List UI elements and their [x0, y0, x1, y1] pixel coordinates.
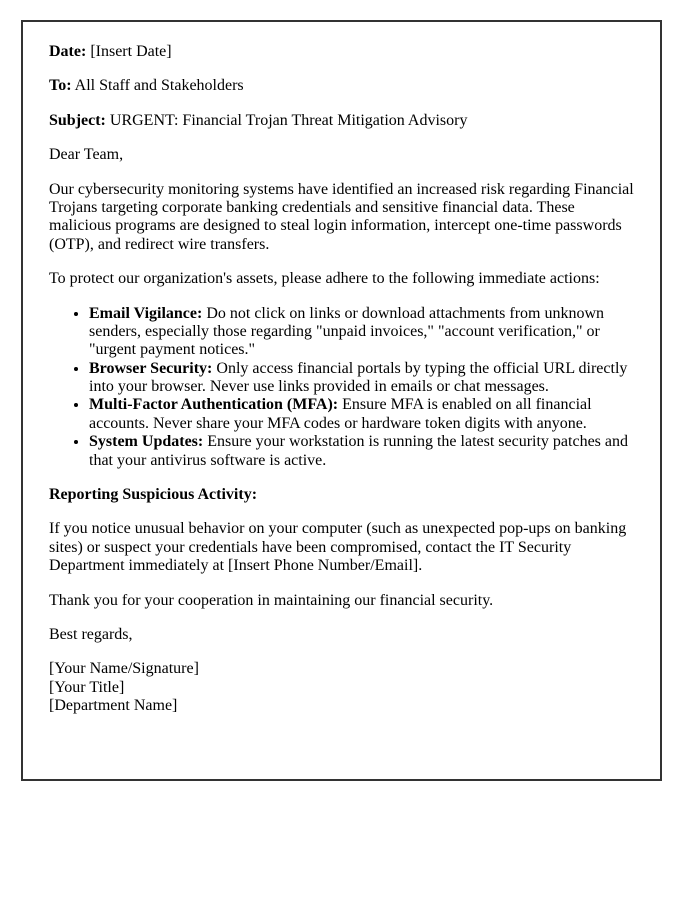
letter-document: [21, 20, 662, 781]
intro-paragraph: Our cybersecurity monitoring systems have identified an increased risk regarding Financial Trojans targeting corporate banking credentials and sensitive financial data. These malicious programs are designed to steal login information, intercept one-time passwords (OTP), and redirect wire transfers.: [49, 180, 634, 253]
to-line: [49, 77, 634, 95]
to-label: To:: [49, 77, 72, 95]
action-text: Do not click on links or download attachments from unknown senders, especially those regarding "unpaid invoices," "account verification," or "urgent payment notices.": [89, 304, 605, 359]
action-list: [49, 305, 634, 471]
reporting-paragraph: If you notice unusual behavior on your computer (such as unexpected pop-ups on banking sites) or suspect your credentials have been compromised, contact the IT Security Department immediately at [Insert Phone Number/Email].: [49, 520, 627, 575]
action-title: Email Vigilance:: [89, 304, 203, 322]
action-text: Only access financial portals by typing the official URL directly into your browser. Never use links provided in emails or chat messages.: [89, 359, 628, 396]
action-item-browser-security: [89, 360, 634, 397]
date-value: [Insert Date]: [86, 43, 172, 60]
salutation: Dear Team,: [49, 146, 124, 164]
action-item-mfa: [89, 396, 634, 433]
thanks-paragraph: Thank you for your cooperation in maintaining our financial security.: [49, 591, 494, 609]
signature-title: [Your Title]: [49, 678, 125, 696]
subject-line: [49, 112, 634, 130]
action-title: System Updates:: [89, 433, 204, 451]
signature-name: [Your Name/Signature]: [49, 660, 199, 678]
subject-value: URGENT: Financial Trojan Threat Mitigation Advisory: [105, 111, 468, 129]
date-line: [49, 43, 634, 61]
date-label: Date:: [49, 43, 87, 60]
reporting-heading: Reporting Suspicious Activity:: [49, 486, 258, 504]
action-title: Browser Security:: [89, 359, 213, 377]
action-text: Ensure MFA is enabled on all financial accounts. Never share your MFA codes or hardware token digits with anyone.: [89, 396, 592, 432]
actions-intro: To protect our organization's assets, please adhere to the following immediate actions:: [49, 270, 600, 288]
action-text: Ensure your workstation is running the latest security patches and that your antivirus software is active.: [89, 433, 629, 469]
action-item-email-vigilance: [89, 305, 634, 360]
subject-label: Subject:: [49, 111, 106, 129]
signature-department: [Department Name]: [49, 697, 178, 715]
action-item-system-updates: [89, 433, 634, 470]
signature-block: [49, 660, 634, 715]
to-value: All Staff and Stakeholders: [71, 77, 244, 95]
action-title: Multi-Factor Authentication (MFA):: [89, 396, 339, 414]
closing: Best regards,: [49, 625, 133, 643]
